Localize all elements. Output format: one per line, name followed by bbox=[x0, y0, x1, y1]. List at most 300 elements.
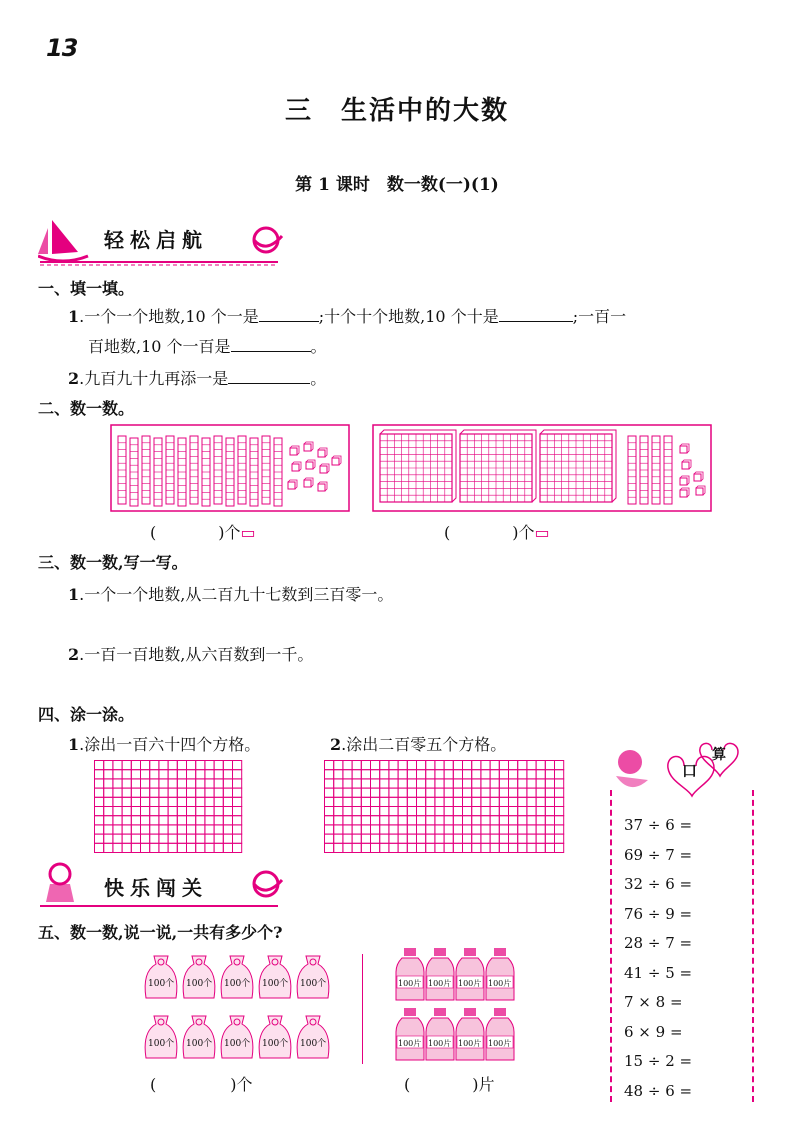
grid-square[interactable] bbox=[453, 788, 462, 797]
grid-square[interactable] bbox=[104, 779, 113, 788]
grid-square[interactable] bbox=[334, 770, 343, 779]
grid-square[interactable] bbox=[380, 816, 389, 825]
grid-square[interactable] bbox=[361, 834, 370, 843]
grid-square[interactable] bbox=[380, 779, 389, 788]
grid-square[interactable] bbox=[490, 788, 499, 797]
grid-square[interactable] bbox=[499, 770, 508, 779]
grid-square[interactable] bbox=[122, 779, 131, 788]
grid-square[interactable] bbox=[122, 761, 131, 770]
grid-square[interactable] bbox=[361, 816, 370, 825]
grid-square[interactable] bbox=[527, 843, 536, 852]
grid-square[interactable] bbox=[205, 807, 214, 816]
grid-square[interactable] bbox=[187, 779, 196, 788]
grid-square[interactable] bbox=[398, 807, 407, 816]
grid-square[interactable] bbox=[509, 779, 518, 788]
grid-square[interactable] bbox=[223, 843, 232, 852]
grid-square[interactable] bbox=[481, 788, 490, 797]
grid-square[interactable] bbox=[536, 779, 545, 788]
grid-square[interactable] bbox=[444, 843, 453, 852]
grid-square[interactable] bbox=[435, 779, 444, 788]
grid-square[interactable] bbox=[233, 788, 242, 797]
grid-square[interactable] bbox=[325, 761, 334, 770]
grid-square[interactable] bbox=[527, 816, 536, 825]
grid-square[interactable] bbox=[380, 761, 389, 770]
grid-square[interactable] bbox=[398, 843, 407, 852]
grid-square[interactable] bbox=[113, 761, 122, 770]
grid-square[interactable] bbox=[518, 779, 527, 788]
grid-square[interactable] bbox=[131, 797, 140, 806]
grid-square[interactable] bbox=[150, 797, 159, 806]
grid-square[interactable] bbox=[444, 770, 453, 779]
grid-square[interactable] bbox=[398, 788, 407, 797]
grid-square[interactable] bbox=[95, 770, 104, 779]
grid-square[interactable] bbox=[122, 807, 131, 816]
grid-square[interactable] bbox=[426, 843, 435, 852]
grid-square[interactable] bbox=[463, 816, 472, 825]
answer-blank[interactable] bbox=[259, 305, 319, 322]
grid-square[interactable] bbox=[187, 825, 196, 834]
grid-square[interactable] bbox=[444, 797, 453, 806]
grid-square[interactable] bbox=[453, 761, 462, 770]
grid-square[interactable] bbox=[536, 816, 545, 825]
grid-square[interactable] bbox=[371, 843, 380, 852]
grid-square[interactable] bbox=[463, 761, 472, 770]
grid-square[interactable] bbox=[536, 843, 545, 852]
grid-square[interactable] bbox=[104, 788, 113, 797]
grid-square[interactable] bbox=[463, 797, 472, 806]
grid-square[interactable] bbox=[95, 834, 104, 843]
grid-square[interactable] bbox=[187, 807, 196, 816]
grid-square[interactable] bbox=[389, 825, 398, 834]
grid-square[interactable] bbox=[536, 770, 545, 779]
grid-square[interactable] bbox=[481, 807, 490, 816]
grid-square[interactable] bbox=[509, 843, 518, 852]
grid-square[interactable] bbox=[334, 816, 343, 825]
grid-square[interactable] bbox=[233, 797, 242, 806]
grid-square[interactable] bbox=[407, 807, 416, 816]
grid-square[interactable] bbox=[177, 834, 186, 843]
grid-square[interactable] bbox=[527, 779, 536, 788]
grid-square[interactable] bbox=[187, 788, 196, 797]
grid-square[interactable] bbox=[499, 788, 508, 797]
grid-square[interactable] bbox=[536, 797, 545, 806]
grid-square[interactable] bbox=[380, 843, 389, 852]
grid-square[interactable] bbox=[141, 797, 150, 806]
grid-square[interactable] bbox=[325, 770, 334, 779]
grid-square[interactable] bbox=[177, 779, 186, 788]
grid-square[interactable] bbox=[463, 788, 472, 797]
grid-square[interactable] bbox=[518, 825, 527, 834]
grid-square[interactable] bbox=[518, 761, 527, 770]
grid-square[interactable] bbox=[214, 788, 223, 797]
grid-square[interactable] bbox=[518, 816, 527, 825]
grid-square[interactable] bbox=[113, 807, 122, 816]
grid-square[interactable] bbox=[131, 788, 140, 797]
grid-square[interactable] bbox=[545, 807, 554, 816]
grid-square[interactable] bbox=[481, 761, 490, 770]
grid-square[interactable] bbox=[150, 843, 159, 852]
grid-square[interactable] bbox=[545, 770, 554, 779]
grid-square[interactable] bbox=[545, 834, 554, 843]
grid-square[interactable] bbox=[168, 807, 177, 816]
grid-square[interactable] bbox=[380, 807, 389, 816]
grid-square[interactable] bbox=[352, 770, 361, 779]
grid-square[interactable] bbox=[104, 797, 113, 806]
grid-square[interactable] bbox=[233, 779, 242, 788]
grid-square[interactable] bbox=[334, 807, 343, 816]
grid-square[interactable] bbox=[95, 825, 104, 834]
grid-square[interactable] bbox=[481, 843, 490, 852]
grid-square[interactable] bbox=[361, 807, 370, 816]
grid-square[interactable] bbox=[95, 816, 104, 825]
grid-square[interactable] bbox=[196, 834, 205, 843]
grid-square[interactable] bbox=[223, 797, 232, 806]
grid-square[interactable] bbox=[131, 761, 140, 770]
grid-square[interactable] bbox=[536, 825, 545, 834]
grid-square[interactable] bbox=[407, 788, 416, 797]
grid-square[interactable] bbox=[463, 779, 472, 788]
grid-square[interactable] bbox=[113, 816, 122, 825]
grid-square[interactable] bbox=[343, 825, 352, 834]
grid-square[interactable] bbox=[334, 834, 343, 843]
grid-square[interactable] bbox=[398, 834, 407, 843]
grid-square[interactable] bbox=[150, 761, 159, 770]
grid-square[interactable] bbox=[214, 834, 223, 843]
grid-square[interactable] bbox=[214, 807, 223, 816]
grid-square[interactable] bbox=[417, 797, 426, 806]
answer-blank[interactable] bbox=[231, 335, 311, 352]
grid-square[interactable] bbox=[177, 816, 186, 825]
grid-square[interactable] bbox=[214, 779, 223, 788]
grid-square[interactable] bbox=[214, 797, 223, 806]
grid-square[interactable] bbox=[463, 807, 472, 816]
grid-square[interactable] bbox=[325, 779, 334, 788]
grid-square[interactable] bbox=[380, 797, 389, 806]
grid-square[interactable] bbox=[141, 843, 150, 852]
grid-square[interactable] bbox=[168, 843, 177, 852]
grid-square[interactable] bbox=[131, 825, 140, 834]
grid-square[interactable] bbox=[233, 816, 242, 825]
grid-square[interactable] bbox=[490, 797, 499, 806]
grid-square[interactable] bbox=[490, 825, 499, 834]
grid-square[interactable] bbox=[343, 788, 352, 797]
grid-square[interactable] bbox=[159, 779, 168, 788]
grid-square[interactable] bbox=[555, 843, 564, 852]
grid-square[interactable] bbox=[426, 834, 435, 843]
grid-square[interactable] bbox=[453, 807, 462, 816]
grid-square[interactable] bbox=[177, 770, 186, 779]
grid-square[interactable] bbox=[527, 797, 536, 806]
grid-square[interactable] bbox=[352, 825, 361, 834]
grid-square[interactable] bbox=[453, 834, 462, 843]
grid-square[interactable] bbox=[463, 843, 472, 852]
grid-square[interactable] bbox=[490, 843, 499, 852]
grid-square[interactable] bbox=[168, 816, 177, 825]
grid-square[interactable] bbox=[122, 834, 131, 843]
grid-square[interactable] bbox=[490, 761, 499, 770]
grid-square[interactable] bbox=[444, 834, 453, 843]
grid-square[interactable] bbox=[113, 843, 122, 852]
grid-square[interactable] bbox=[555, 770, 564, 779]
grid-square[interactable] bbox=[499, 825, 508, 834]
grid-square[interactable] bbox=[407, 843, 416, 852]
grid-square[interactable] bbox=[472, 843, 481, 852]
grid-square[interactable] bbox=[444, 788, 453, 797]
grid-square[interactable] bbox=[398, 770, 407, 779]
grid-square[interactable] bbox=[407, 770, 416, 779]
grid-square[interactable] bbox=[509, 807, 518, 816]
grid-square[interactable] bbox=[444, 807, 453, 816]
grid-square[interactable] bbox=[417, 816, 426, 825]
grid-square[interactable] bbox=[545, 761, 554, 770]
grid-square[interactable] bbox=[113, 770, 122, 779]
grid-square[interactable] bbox=[417, 779, 426, 788]
grid-square[interactable] bbox=[509, 825, 518, 834]
grid-square[interactable] bbox=[159, 825, 168, 834]
grid-square[interactable] bbox=[141, 825, 150, 834]
grid-square[interactable] bbox=[380, 834, 389, 843]
grid-square[interactable] bbox=[407, 797, 416, 806]
grid-square[interactable] bbox=[361, 770, 370, 779]
grid-square[interactable] bbox=[545, 788, 554, 797]
grid-square[interactable] bbox=[223, 770, 232, 779]
grid-square[interactable] bbox=[481, 797, 490, 806]
grid-square[interactable] bbox=[435, 797, 444, 806]
grid-square[interactable] bbox=[361, 761, 370, 770]
grid-square[interactable] bbox=[205, 834, 214, 843]
grid-square[interactable] bbox=[472, 761, 481, 770]
grid-square[interactable] bbox=[334, 788, 343, 797]
grid-square[interactable] bbox=[499, 816, 508, 825]
grid-square[interactable] bbox=[177, 797, 186, 806]
grid-square[interactable] bbox=[417, 788, 426, 797]
grid-square[interactable] bbox=[168, 761, 177, 770]
grid-square[interactable] bbox=[113, 788, 122, 797]
grid-square[interactable] bbox=[159, 843, 168, 852]
grid-square[interactable] bbox=[334, 797, 343, 806]
grid-square[interactable] bbox=[122, 797, 131, 806]
grid-square[interactable] bbox=[343, 779, 352, 788]
grid-square[interactable] bbox=[536, 788, 545, 797]
grid-square[interactable] bbox=[325, 834, 334, 843]
grid-square[interactable] bbox=[499, 807, 508, 816]
grid-square[interactable] bbox=[463, 770, 472, 779]
grid-square[interactable] bbox=[141, 779, 150, 788]
grid-square[interactable] bbox=[325, 816, 334, 825]
grid-square[interactable] bbox=[334, 843, 343, 852]
grid-square[interactable] bbox=[426, 761, 435, 770]
grid-square[interactable] bbox=[389, 770, 398, 779]
grid-square[interactable] bbox=[141, 816, 150, 825]
grid-square[interactable] bbox=[509, 797, 518, 806]
grid-square[interactable] bbox=[334, 761, 343, 770]
grid-square[interactable] bbox=[545, 779, 554, 788]
grid-square[interactable] bbox=[223, 761, 232, 770]
grid-square[interactable] bbox=[426, 825, 435, 834]
grid-square[interactable] bbox=[159, 834, 168, 843]
grid-square[interactable] bbox=[435, 788, 444, 797]
grid-square[interactable] bbox=[555, 807, 564, 816]
grid-square[interactable] bbox=[168, 788, 177, 797]
grid-square[interactable] bbox=[196, 816, 205, 825]
grid-square[interactable] bbox=[122, 816, 131, 825]
grid-square[interactable] bbox=[472, 807, 481, 816]
grid-square[interactable] bbox=[361, 843, 370, 852]
grid-square[interactable] bbox=[214, 761, 223, 770]
grid-square[interactable] bbox=[223, 807, 232, 816]
grid-square[interactable] bbox=[426, 797, 435, 806]
grid-square[interactable] bbox=[205, 843, 214, 852]
grid-square[interactable] bbox=[555, 779, 564, 788]
grid-square[interactable] bbox=[389, 807, 398, 816]
grid-square[interactable] bbox=[159, 807, 168, 816]
grid-square[interactable] bbox=[168, 797, 177, 806]
grid-square[interactable] bbox=[389, 816, 398, 825]
grid-square[interactable] bbox=[389, 761, 398, 770]
grid-square[interactable] bbox=[177, 825, 186, 834]
grid-square[interactable] bbox=[371, 788, 380, 797]
grid-square[interactable] bbox=[205, 761, 214, 770]
grid-square[interactable] bbox=[380, 788, 389, 797]
grid-square[interactable] bbox=[389, 788, 398, 797]
grid-square[interactable] bbox=[426, 788, 435, 797]
grid-square[interactable] bbox=[527, 807, 536, 816]
grid-square[interactable] bbox=[398, 779, 407, 788]
grid-square[interactable] bbox=[453, 770, 462, 779]
grid-square[interactable] bbox=[214, 825, 223, 834]
grid-square[interactable] bbox=[325, 825, 334, 834]
grid-square[interactable] bbox=[104, 816, 113, 825]
grid-square[interactable] bbox=[223, 834, 232, 843]
grid-square[interactable] bbox=[233, 770, 242, 779]
grid-square[interactable] bbox=[187, 770, 196, 779]
grid-square[interactable] bbox=[509, 761, 518, 770]
grid-square[interactable] bbox=[426, 770, 435, 779]
grid-square[interactable] bbox=[113, 834, 122, 843]
grid-square[interactable] bbox=[527, 770, 536, 779]
grid-square[interactable] bbox=[555, 797, 564, 806]
grid-square[interactable] bbox=[435, 816, 444, 825]
grid-square[interactable] bbox=[481, 834, 490, 843]
grid-square[interactable] bbox=[168, 779, 177, 788]
grid-square[interactable] bbox=[122, 843, 131, 852]
grid-square[interactable] bbox=[453, 797, 462, 806]
grid-square[interactable] bbox=[122, 770, 131, 779]
grid-square[interactable] bbox=[481, 779, 490, 788]
grid-square[interactable] bbox=[352, 843, 361, 852]
grid-square[interactable] bbox=[352, 788, 361, 797]
grid-square[interactable] bbox=[168, 834, 177, 843]
grid-square[interactable] bbox=[223, 779, 232, 788]
grid-square[interactable] bbox=[435, 825, 444, 834]
grid-square[interactable] bbox=[113, 797, 122, 806]
grid-square[interactable] bbox=[472, 779, 481, 788]
grid-square[interactable] bbox=[196, 825, 205, 834]
grid-square[interactable] bbox=[536, 834, 545, 843]
grid-square[interactable] bbox=[417, 761, 426, 770]
grid-square[interactable] bbox=[131, 816, 140, 825]
grid-square[interactable] bbox=[426, 816, 435, 825]
grid-square[interactable] bbox=[159, 788, 168, 797]
grid-square[interactable] bbox=[214, 843, 223, 852]
grid-square[interactable] bbox=[417, 843, 426, 852]
grid-square[interactable] bbox=[499, 797, 508, 806]
grid-square[interactable] bbox=[196, 779, 205, 788]
grid-square[interactable] bbox=[444, 816, 453, 825]
grid-square[interactable] bbox=[536, 807, 545, 816]
grid-square[interactable] bbox=[343, 834, 352, 843]
grid-square[interactable] bbox=[518, 770, 527, 779]
grid-square[interactable] bbox=[187, 797, 196, 806]
grid-square[interactable] bbox=[444, 779, 453, 788]
grid-square[interactable] bbox=[343, 843, 352, 852]
grid-square[interactable] bbox=[490, 816, 499, 825]
grid-square[interactable] bbox=[435, 770, 444, 779]
grid-square[interactable] bbox=[435, 807, 444, 816]
grid-square[interactable] bbox=[233, 825, 242, 834]
grid-square[interactable] bbox=[122, 825, 131, 834]
grid-square[interactable] bbox=[352, 779, 361, 788]
grid-square[interactable] bbox=[95, 761, 104, 770]
grid-square[interactable] bbox=[398, 816, 407, 825]
grid-square[interactable] bbox=[131, 779, 140, 788]
grid-square[interactable] bbox=[398, 761, 407, 770]
grid-square[interactable] bbox=[527, 761, 536, 770]
grid-square[interactable] bbox=[113, 825, 122, 834]
grid-square[interactable] bbox=[196, 788, 205, 797]
grid-square[interactable] bbox=[361, 788, 370, 797]
grid-square[interactable] bbox=[472, 788, 481, 797]
grid-square[interactable] bbox=[472, 770, 481, 779]
grid-square[interactable] bbox=[389, 834, 398, 843]
grid-square[interactable] bbox=[555, 761, 564, 770]
grid-square[interactable] bbox=[527, 834, 536, 843]
grid-square[interactable] bbox=[499, 761, 508, 770]
grid-square[interactable] bbox=[398, 825, 407, 834]
grid-square[interactable] bbox=[555, 788, 564, 797]
answer-blank[interactable] bbox=[228, 367, 310, 384]
grid-square[interactable] bbox=[352, 816, 361, 825]
grid-square[interactable] bbox=[343, 816, 352, 825]
grid-square[interactable] bbox=[95, 788, 104, 797]
grid-square[interactable] bbox=[444, 825, 453, 834]
grid-square[interactable] bbox=[131, 807, 140, 816]
grid-square[interactable] bbox=[361, 779, 370, 788]
grid-square[interactable] bbox=[95, 779, 104, 788]
grid-square[interactable] bbox=[205, 770, 214, 779]
grid-square[interactable] bbox=[352, 807, 361, 816]
grid-square[interactable] bbox=[223, 788, 232, 797]
grid-square[interactable] bbox=[223, 825, 232, 834]
grid-square[interactable] bbox=[196, 770, 205, 779]
grid-square[interactable] bbox=[159, 761, 168, 770]
grid-square[interactable] bbox=[407, 834, 416, 843]
grid-square[interactable] bbox=[545, 797, 554, 806]
grid-square[interactable] bbox=[380, 825, 389, 834]
grid-square[interactable] bbox=[196, 843, 205, 852]
grid-square[interactable] bbox=[453, 843, 462, 852]
grid-square[interactable] bbox=[435, 834, 444, 843]
grid-square[interactable] bbox=[389, 797, 398, 806]
grid-square[interactable] bbox=[417, 834, 426, 843]
grid-square[interactable] bbox=[168, 825, 177, 834]
grid-square[interactable] bbox=[509, 834, 518, 843]
grid-square[interactable] bbox=[141, 834, 150, 843]
grid-square[interactable] bbox=[104, 807, 113, 816]
grid-square[interactable] bbox=[472, 825, 481, 834]
grid-right[interactable] bbox=[324, 760, 568, 858]
grid-square[interactable] bbox=[196, 807, 205, 816]
